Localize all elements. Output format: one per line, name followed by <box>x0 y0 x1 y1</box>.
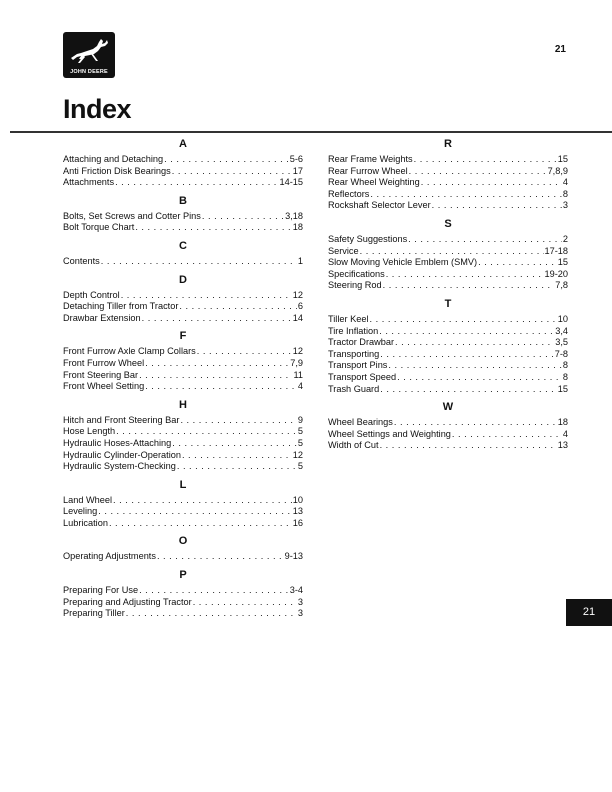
index-entry <box>63 313 303 325</box>
index-term: Hydraulic Hoses-Attaching <box>63 437 172 448</box>
index-pages: 3,5 <box>555 337 568 348</box>
index-entry <box>328 189 568 201</box>
index-entry <box>328 384 568 396</box>
index-pages: 15 <box>557 257 568 268</box>
dot-leader <box>177 461 297 473</box>
index-entry <box>328 177 568 189</box>
index-pages: 10 <box>292 494 303 505</box>
index-pages: 10 <box>557 313 568 324</box>
dot-leader <box>370 189 562 201</box>
index-right-column <box>328 138 568 452</box>
index-letter-heading: P <box>179 569 187 582</box>
deer-icon <box>63 32 115 68</box>
dot-leader <box>360 246 544 258</box>
dot-leader <box>139 370 292 382</box>
index-entry <box>63 346 303 358</box>
index-letter-heading: C <box>179 239 187 252</box>
page-number: 21 <box>554 44 566 55</box>
index-pages: 5 <box>297 437 303 448</box>
index-letter-heading: A <box>179 138 187 150</box>
dot-leader <box>180 415 296 427</box>
index-pages: 3 <box>297 596 303 607</box>
index-term: Front Furrow Axle Clamp Collars <box>63 346 196 357</box>
index-left-column <box>63 138 303 620</box>
index-entry <box>328 429 568 441</box>
dot-leader <box>409 166 547 178</box>
index-term: Land Wheel <box>63 494 113 505</box>
index-pages: 8 <box>562 360 568 371</box>
index-entry <box>328 372 568 384</box>
dot-leader <box>432 200 562 212</box>
dot-leader <box>113 495 292 507</box>
index-pages: 2 <box>562 233 568 244</box>
index-term: Wheel Bearings <box>328 417 393 428</box>
index-term: Hydraulic System-Checking <box>63 461 176 472</box>
index-term: Detaching Tiller from Tractor <box>63 301 179 312</box>
index-pages: 7,9 <box>290 357 303 368</box>
index-entry <box>328 154 568 166</box>
dot-leader <box>395 337 554 349</box>
dot-leader <box>157 551 284 563</box>
index-pages: 4 <box>297 381 303 392</box>
index-entry <box>328 337 568 349</box>
index-entry <box>328 314 568 326</box>
index-entry <box>63 551 303 563</box>
dot-leader <box>397 372 562 384</box>
index-term: Bolt Torque Chart <box>63 222 135 233</box>
dot-leader <box>172 166 292 178</box>
index-entry <box>328 349 568 361</box>
index-letter-heading: W <box>442 401 454 414</box>
index-term: Attaching and Detaching <box>63 154 164 164</box>
index-term: Rockshaft Selector Lever <box>328 200 431 211</box>
dot-leader <box>172 438 297 450</box>
index-pages: 14-15 <box>279 177 303 188</box>
index-entry <box>63 450 303 462</box>
dot-leader <box>414 154 557 166</box>
dot-leader <box>135 222 291 234</box>
title-divider <box>10 131 612 133</box>
index-entry <box>63 166 303 178</box>
index-entry <box>328 417 568 429</box>
dot-leader <box>116 426 297 438</box>
index-term: Lubrication <box>63 517 108 528</box>
index-entry <box>328 234 568 246</box>
index-term: Drawbar Extension <box>63 312 141 323</box>
index-entry <box>328 257 568 269</box>
index-term: Tiller Keel <box>328 313 369 324</box>
index-term: Hose Length <box>63 426 116 437</box>
index-pages: 4 <box>562 177 568 188</box>
index-term: Trash Guard <box>328 383 380 394</box>
index-term: Hydraulic Cylinder-Operation <box>63 449 181 460</box>
index-entry <box>63 154 303 166</box>
index-letter-heading: O <box>178 535 188 548</box>
index-entry <box>63 211 303 223</box>
index-entry <box>63 495 303 507</box>
index-entry <box>63 358 303 370</box>
index-letter-heading: S <box>444 217 452 230</box>
dot-leader <box>142 313 292 325</box>
index-term: Steering Rod <box>328 280 382 291</box>
index-pages: 12 <box>292 346 303 357</box>
dot-leader <box>164 154 289 166</box>
index-term: Front Furrow Wheel <box>63 357 145 368</box>
index-pages: 5 <box>297 426 303 437</box>
index-term: Attachments <box>63 177 115 188</box>
index-entry <box>63 381 303 393</box>
index-letter-heading: H <box>179 398 187 411</box>
index-term: Reflectors <box>328 188 370 199</box>
index-term: Contents <box>63 255 100 266</box>
index-pages: 3,18 <box>285 210 303 221</box>
index-pages: 4 <box>562 428 568 439</box>
index-entry <box>328 200 568 212</box>
page-title: Index <box>63 94 132 124</box>
index-entry <box>63 506 303 518</box>
index-pages: 3-4 <box>289 585 303 596</box>
dot-leader <box>386 269 544 281</box>
dot-leader <box>101 256 297 268</box>
index-term: Rear Frame Weights <box>328 154 413 164</box>
index-term: Preparing For Use <box>63 585 139 596</box>
index-pages: 13 <box>292 506 303 517</box>
index-letter-heading: B <box>179 194 187 207</box>
dot-leader <box>380 384 557 396</box>
index-term: Service <box>328 245 359 256</box>
index-pages: 15 <box>557 383 568 394</box>
dot-leader <box>421 177 562 189</box>
index-term: Rear Furrow Wheel <box>328 165 408 176</box>
index-pages: 8 <box>562 188 568 199</box>
index-pages: 17-18 <box>544 245 568 256</box>
dot-leader <box>126 608 297 620</box>
dot-leader <box>452 429 562 441</box>
index-pages: 16 <box>292 517 303 528</box>
index-term: Wheel Settings and Weighting <box>328 428 451 439</box>
index-pages: 19-20 <box>544 268 568 279</box>
index-entry <box>328 246 568 258</box>
index-term: Depth Control <box>63 289 120 300</box>
index-term: Specifications <box>328 268 385 279</box>
index-term: Anti Friction Disk Bearings <box>63 165 171 176</box>
index-pages: 5-6 <box>289 154 303 164</box>
index-pages: 13 <box>557 440 568 451</box>
index-term: Hitch and Front Steering Bar <box>63 414 180 425</box>
index-entry <box>63 426 303 438</box>
index-letter-heading: L <box>179 478 187 491</box>
index-entry <box>63 585 303 597</box>
index-term: Rear Wheel Weighting <box>328 177 420 188</box>
index-term: Tire Inflation <box>328 325 379 336</box>
dot-leader <box>370 314 557 326</box>
index-entry <box>63 415 303 427</box>
index-entry <box>328 269 568 281</box>
index-term: Leveling <box>63 506 98 517</box>
index-term: Front Wheel Setting <box>63 381 145 392</box>
index-entry <box>63 608 303 620</box>
dot-leader <box>478 257 557 269</box>
index-pages: 3 <box>297 608 303 619</box>
index-pages: 18 <box>292 222 303 233</box>
index-entry <box>63 597 303 609</box>
index-entry <box>328 360 568 372</box>
john-deere-logo <box>63 32 115 78</box>
index-entry <box>63 518 303 530</box>
index-term: Transport Pins <box>328 360 388 371</box>
index-entry <box>63 370 303 382</box>
section-tab: 21 <box>566 599 612 626</box>
index-pages: 1 <box>297 255 303 266</box>
index-pages: 17 <box>292 165 303 176</box>
dot-leader <box>380 440 557 452</box>
index-entry <box>328 166 568 178</box>
index-term: Preparing Tiller <box>63 608 125 619</box>
index-pages: 15 <box>557 154 568 164</box>
index-pages: 5 <box>297 461 303 472</box>
dot-leader <box>408 234 562 246</box>
index-entry <box>63 256 303 268</box>
index-pages: 7-8 <box>554 348 568 359</box>
index-entry <box>63 461 303 473</box>
index-term: Operating Adjustments <box>63 551 156 562</box>
index-entry <box>328 280 568 292</box>
index-term: Width of Cut <box>328 440 379 451</box>
index-pages: 14 <box>292 312 303 323</box>
dot-leader <box>202 211 284 223</box>
dot-leader <box>98 506 292 518</box>
index-term: Bolts, Set Screws and Cotter Pins <box>63 210 201 221</box>
dot-leader <box>115 177 278 189</box>
index-pages: 11 <box>293 369 303 380</box>
index-pages: 7,8 <box>555 280 568 291</box>
dot-leader <box>179 301 296 313</box>
index-letter-heading: D <box>179 273 187 286</box>
index-pages: 7,8,9 <box>547 165 568 176</box>
index-term: Safety Suggestions <box>328 233 408 244</box>
index-entry <box>63 301 303 313</box>
index-pages: 12 <box>292 289 303 300</box>
index-entry <box>63 290 303 302</box>
index-pages: 9 <box>297 414 303 425</box>
index-pages: 12 <box>292 449 303 460</box>
index-term: Tractor Drawbar <box>328 337 395 348</box>
dot-leader <box>145 358 289 370</box>
dot-leader <box>379 326 554 338</box>
index-pages: 6 <box>297 301 303 312</box>
index-entry <box>63 438 303 450</box>
index-term: Transporting <box>328 348 380 359</box>
index-pages: 3,4 <box>555 325 568 336</box>
index-entry <box>63 177 303 189</box>
logo-text: JOHN DEERE <box>70 69 108 75</box>
index-entry <box>328 326 568 338</box>
dot-leader <box>193 597 297 609</box>
dot-leader <box>109 518 292 530</box>
index-entry <box>328 440 568 452</box>
index-term: Transport Speed <box>328 371 397 382</box>
index-term: Slow Moving Vehicle Emblem (SMV) <box>328 257 478 268</box>
index-pages: 18 <box>557 417 568 428</box>
dot-leader <box>380 349 553 361</box>
index-term: Front Steering Bar <box>63 369 139 380</box>
index-letter-heading: F <box>179 330 187 343</box>
dot-leader <box>121 290 292 302</box>
index-pages: 9-13 <box>284 551 303 562</box>
index-letter-heading: R <box>444 138 452 150</box>
index-letter-heading: T <box>444 297 452 310</box>
dot-leader <box>197 346 292 358</box>
index-entry <box>63 222 303 234</box>
dot-leader <box>383 280 555 292</box>
index-pages: 3 <box>562 200 568 211</box>
index-term: Preparing and Adjusting Tractor <box>63 596 192 607</box>
dot-leader <box>182 450 292 462</box>
dot-leader <box>139 585 289 597</box>
dot-leader <box>388 360 561 372</box>
dot-leader <box>145 381 297 393</box>
index-pages: 8 <box>562 371 568 382</box>
dot-leader <box>394 417 557 429</box>
